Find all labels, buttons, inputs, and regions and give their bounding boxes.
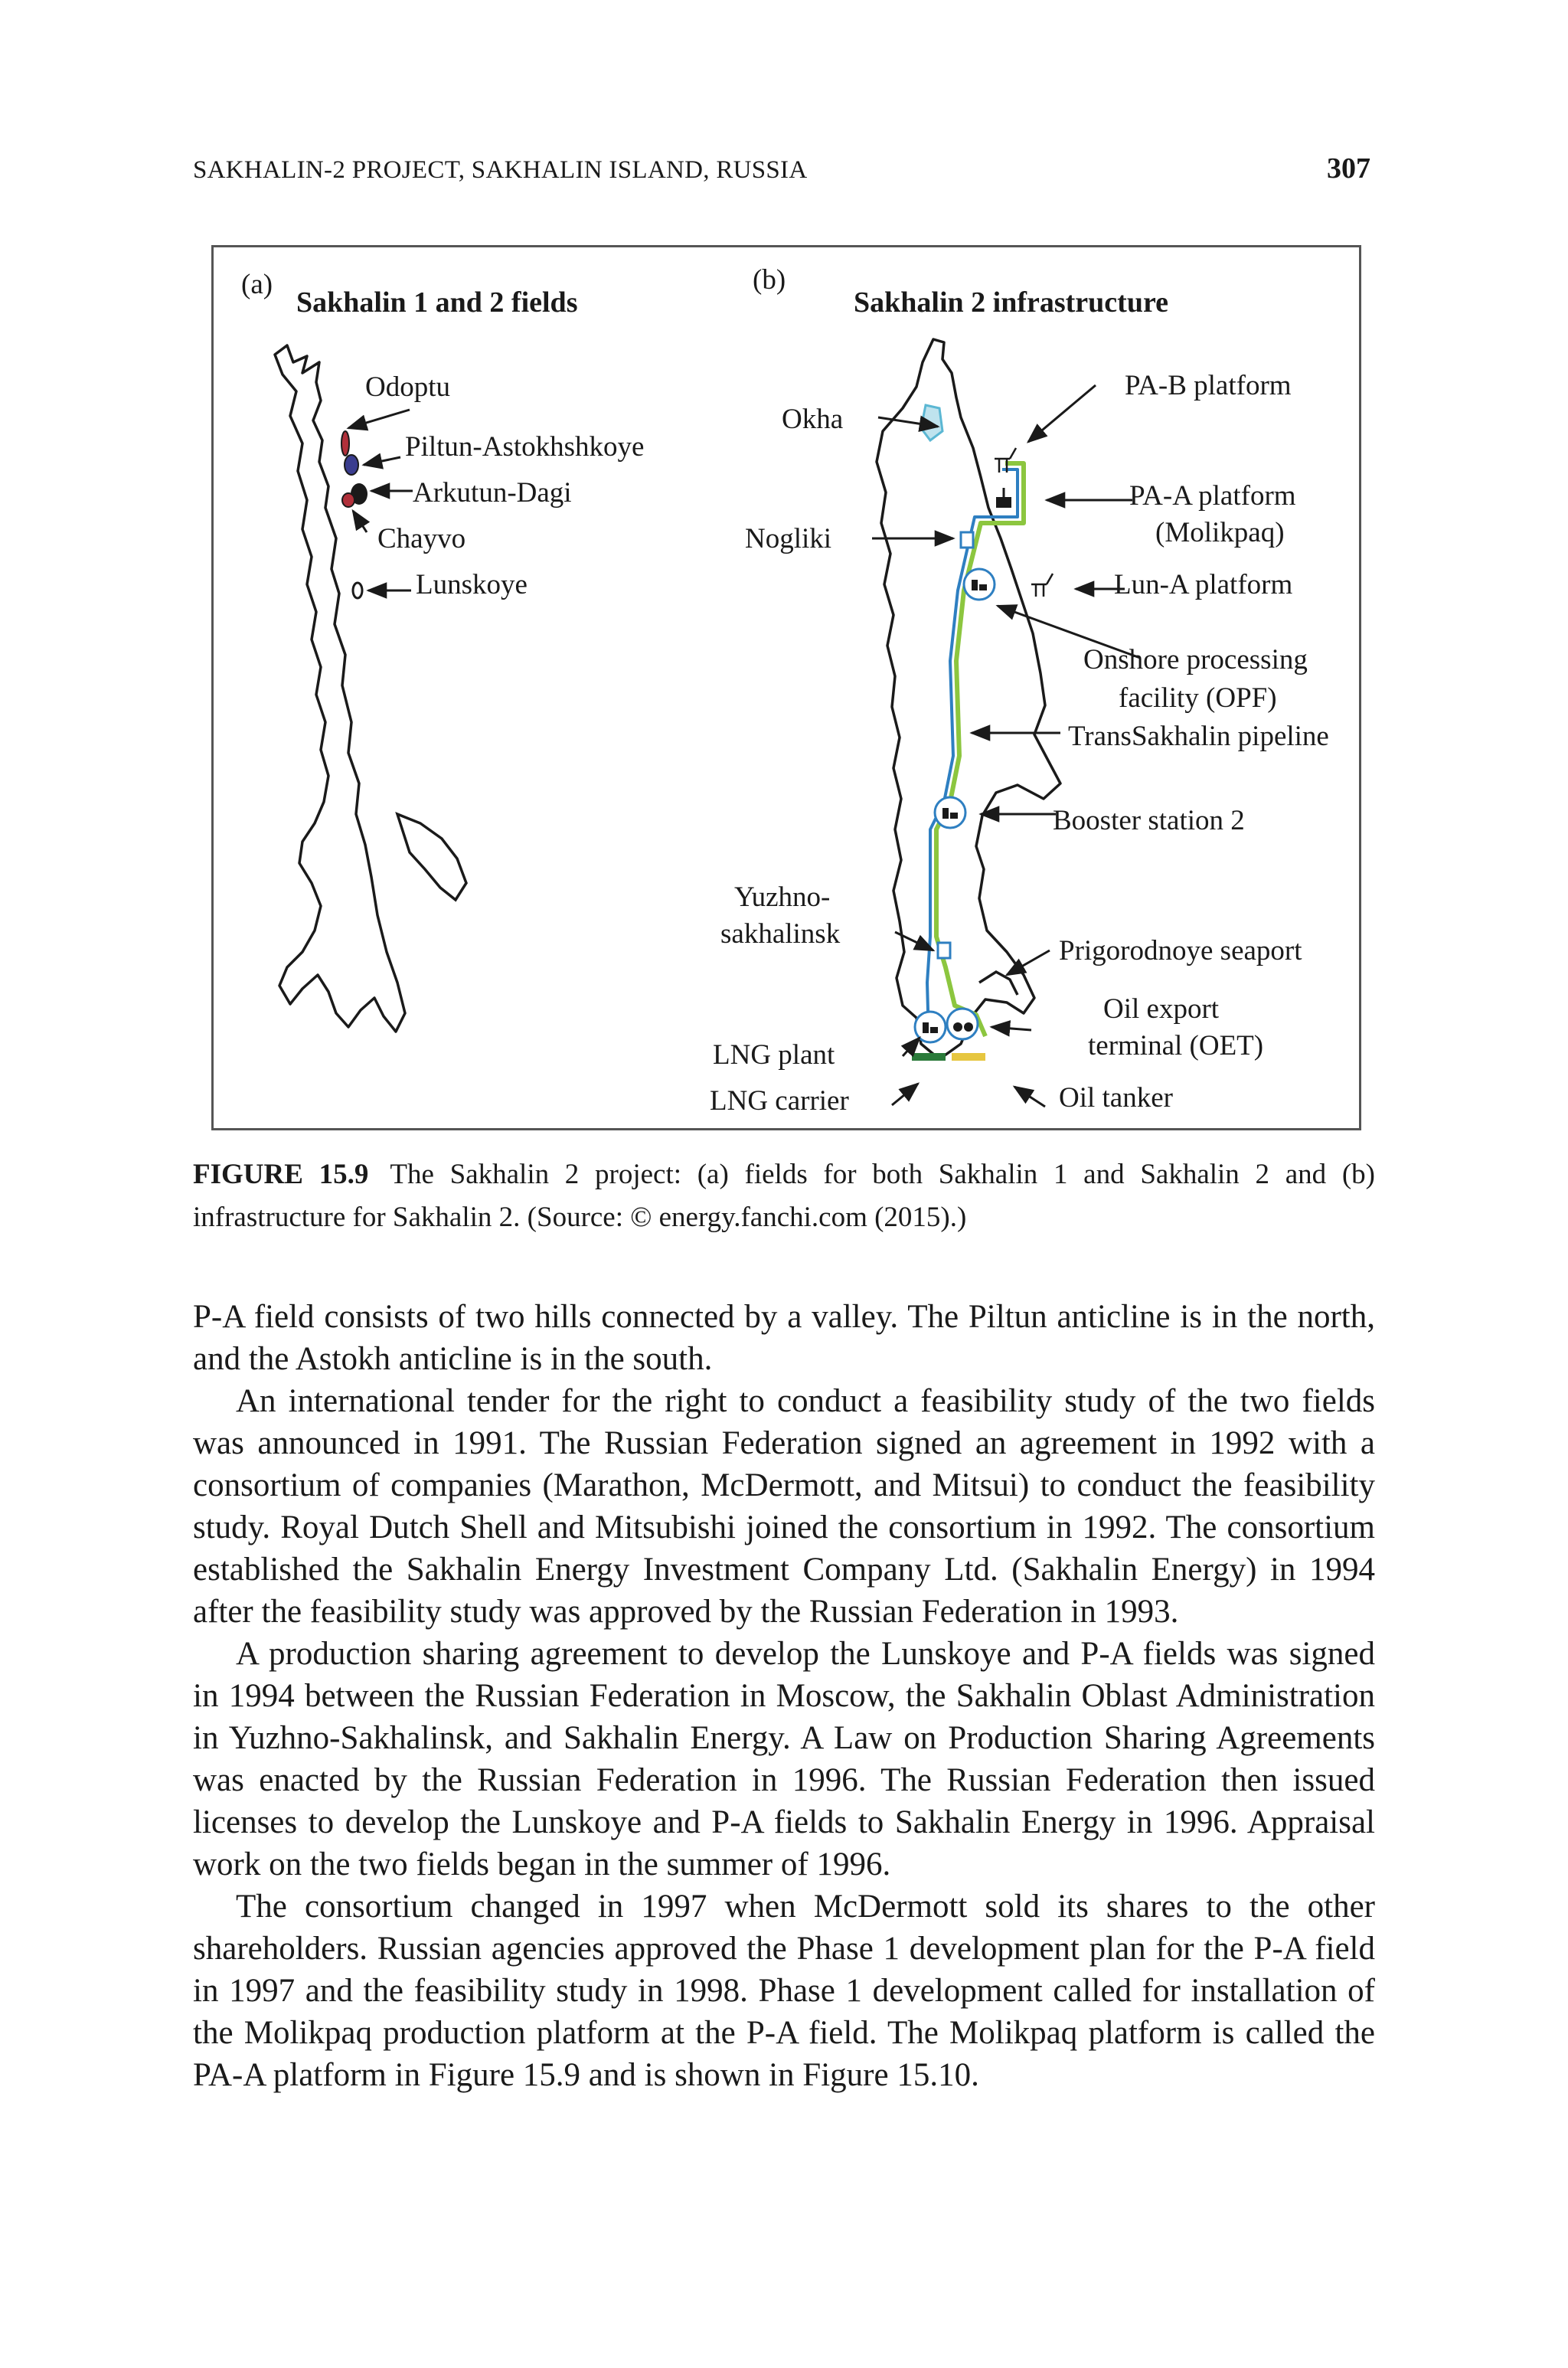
- label-arkutun-dagi: Arkutun-Dagi: [413, 477, 572, 509]
- paragraph: A production sharing agreement to develop the Lunskoye and P-A fields was signed in 1994 between the Russian Federation in Moscow, the Sakhalin Oblast Administration in Yuzhno-Sakhalinsk, and Sakhalin Energy. A Law on Production Sharing Agreements was enacted by the Russian Federation in 1996. The Russian Federation then issued licenses to develop the Lunskoye and P-A fields to Sakhalin Energy in 1996. Appraisal work on the two fields began in the summer of 1996.: [193, 1636, 1375, 1882]
- sakhalin-outline-a: [275, 345, 405, 1032]
- panel-a-title: Sakhalin 1 and 2 fields: [296, 286, 578, 319]
- oet-icon: [947, 1009, 978, 1039]
- oil-tanker-icon: [952, 1053, 985, 1061]
- label-molikpaq: (Molikpaq): [1155, 517, 1285, 548]
- label-yuzhno-line-2: sakhalinsk: [720, 918, 841, 950]
- nogliki-marker: [961, 532, 973, 548]
- sakhalin-outline-b: [877, 339, 1060, 1059]
- caption-label: FIGURE 15.9: [193, 1159, 369, 1190]
- label-lng-plant: LNG plant: [713, 1039, 835, 1071]
- label-opf-line-1: Onshore processing: [1083, 644, 1308, 675]
- piltun-astokhshkoye-field: [345, 455, 358, 475]
- lng-carrier-icon: [912, 1053, 946, 1061]
- label-booster-station: Booster station 2: [1053, 805, 1245, 836]
- booster-station-icon: [935, 797, 965, 828]
- label-lun-a-platform: Lun-A platform: [1114, 569, 1293, 600]
- label-oil-tanker: Oil tanker: [1059, 1082, 1173, 1114]
- label-odoptu: Odoptu: [365, 371, 450, 403]
- label-transsakhalin-pipeline: TransSakhalin pipeline: [1068, 721, 1329, 752]
- label-lunskoye: Lunskoye: [416, 569, 528, 600]
- lun-a-platform-icon: [1031, 574, 1053, 597]
- paragraph: An international tender for the right to conduct a feasibility study of the two fields was announced in 1991. The Russian Federation signed an agreement in 1992 with a consortium of companies (Marathon, McDermott, and Mitsui) to conduct the feasibility study. Royal Dutch Shell and Mitsubishi joined the consortium in 1992. The consortium established the Sakhalin Energy Investment Company Ltd. (Sakhalin Energy) in 1994 after the feasibility study was approved by the Russian Federation in 1993.: [193, 1383, 1375, 1630]
- okha-bay: [921, 405, 942, 440]
- chayvo-field: [342, 493, 354, 507]
- label-nogliki: Nogliki: [745, 523, 832, 554]
- body-text: [193, 1296, 1375, 2096]
- lunskoye-field: [353, 583, 362, 598]
- label-opf-line-2: facility (OPF): [1119, 682, 1277, 714]
- pa-a-platform-icon: [996, 488, 1011, 508]
- label-lng-carrier: LNG carrier: [710, 1085, 849, 1117]
- aniva-bay-b: [979, 972, 1018, 995]
- paragraph: P-A field consists of two hills connected by a valley. The Piltun anticline is in the north, and the Astokh anticline is in the south.: [193, 1299, 1375, 1377]
- page-number: 307: [1327, 152, 1370, 185]
- label-prigorodnoye-seaport: Prigorodnoye seaport: [1059, 935, 1302, 966]
- running-head: SAKHALIN-2 PROJECT, SAKHALIN ISLAND, RUSSIA: [193, 156, 808, 184]
- panel-b: [710, 264, 1329, 1117]
- label-chayvo: Chayvo: [377, 523, 466, 554]
- opf-icon: [964, 569, 995, 600]
- label-yuzhno-line-1: Yuzhno-: [734, 881, 831, 913]
- yuzhno-marker: [938, 943, 950, 958]
- panel-a-letter: (a): [241, 269, 273, 300]
- caption-text: The Sakhalin 2 project: (a) fields for both Sakhalin 1 and Sakhalin 2 and (b) infrastructure for Sakhalin 2. (Source: © energy.fanchi.com (2015).): [193, 1159, 1376, 1233]
- panel-a: [241, 269, 644, 1032]
- label-oet-line-2: terminal (OET): [1088, 1030, 1264, 1061]
- label-piltun-astokhshkoye: Piltun-Astokhshkoye: [405, 431, 645, 463]
- panel-b-letter: (b): [753, 264, 786, 296]
- figure-15-9: [211, 245, 1361, 1130]
- label-pa-b-platform: PA-B platform: [1125, 370, 1292, 401]
- aniva-bay-a: [397, 814, 466, 900]
- odoptu-field: [341, 431, 349, 456]
- label-oet-line-1: Oil export: [1103, 993, 1220, 1025]
- panel-b-title: Sakhalin 2 infrastructure: [854, 286, 1169, 319]
- figure-caption: [193, 1153, 1375, 1239]
- label-okha: Okha: [782, 404, 844, 435]
- paragraph: The consortium changed in 1997 when McDermott sold its shares to the other shareholders. Russian agencies approved the Phase 1 development plan for the P-A field in 1997 and the feasibility study in 1998. Phase 1 development called for installation of the Molikpaq production platform at the P-A field. The Molikpaq platform is called the PA-A platform in Figure 15.9 and is shown in Figure 15.10.: [193, 1889, 1375, 2093]
- label-pa-a-platform: PA-A platform: [1129, 480, 1296, 512]
